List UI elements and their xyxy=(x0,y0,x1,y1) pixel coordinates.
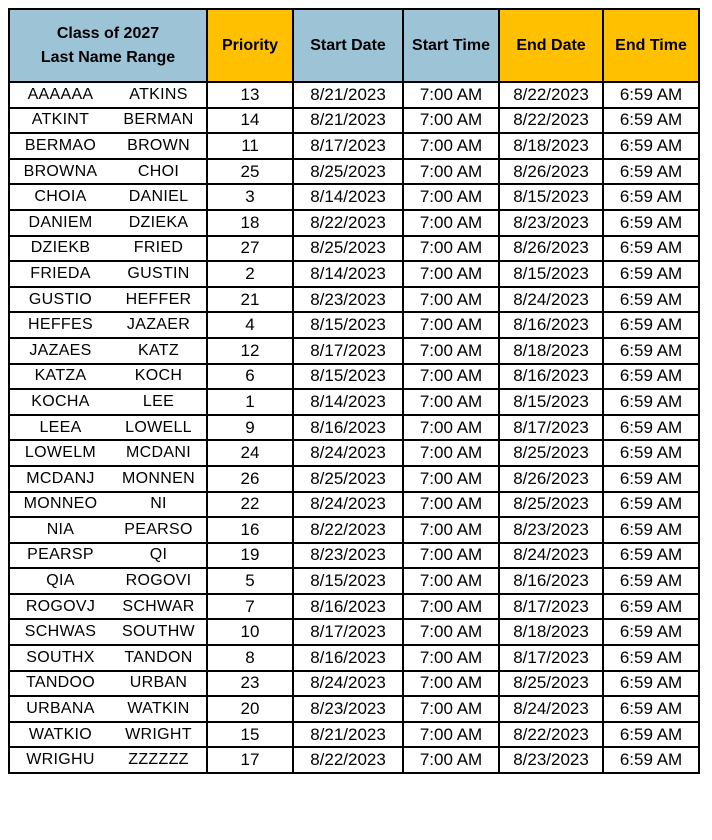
range-start-cell: SOUTHX xyxy=(9,645,111,671)
range-end-cell: BERMAN xyxy=(111,108,207,134)
table-row xyxy=(9,415,699,441)
end-time-cell: 6:59 AM xyxy=(603,568,699,594)
range-end-cell: MCDANI xyxy=(111,440,207,466)
priority-cell: 3 xyxy=(207,184,293,210)
end-time-cell: 6:59 AM xyxy=(603,440,699,466)
start-date-cell: 8/21/2023 xyxy=(293,722,403,748)
table-row xyxy=(9,184,699,210)
table-row xyxy=(9,619,699,645)
last-name-range-header xyxy=(9,9,207,82)
range-start-cell: FRIEDA xyxy=(9,261,111,287)
priority-cell: 16 xyxy=(207,517,293,543)
start-time-cell: 7:00 AM xyxy=(403,312,499,338)
range-end-cell: SOUTHW xyxy=(111,619,207,645)
end-time-cell: 6:59 AM xyxy=(603,619,699,645)
start-date-cell: 8/23/2023 xyxy=(293,287,403,313)
start-date-cell: 8/25/2023 xyxy=(293,159,403,185)
start-date-header: Start Date xyxy=(293,9,403,82)
last-name-range-label: Last Name Range xyxy=(40,48,176,66)
start-time-header: Start Time xyxy=(403,9,499,82)
priority-cell: 17 xyxy=(207,747,293,773)
range-start-cell: ROGOVJ xyxy=(9,594,111,620)
start-date-cell: 8/23/2023 xyxy=(293,543,403,569)
end-date-cell: 8/15/2023 xyxy=(499,389,603,415)
end-time-cell: 6:59 AM xyxy=(603,696,699,722)
range-start-cell: ATKINT xyxy=(9,108,111,134)
start-time-cell: 7:00 AM xyxy=(403,543,499,569)
start-time-cell: 7:00 AM xyxy=(403,440,499,466)
priority-cell: 4 xyxy=(207,312,293,338)
header-row xyxy=(9,9,699,82)
end-time-cell: 6:59 AM xyxy=(603,338,699,364)
range-start-cell: QIA xyxy=(9,568,111,594)
priority-cell: 24 xyxy=(207,440,293,466)
start-date-cell: 8/14/2023 xyxy=(293,389,403,415)
start-date-cell: 8/17/2023 xyxy=(293,338,403,364)
range-end-cell: ZZZZZZ xyxy=(111,747,207,773)
priority-cell: 15 xyxy=(207,722,293,748)
range-end-cell: PEARSO xyxy=(111,517,207,543)
start-date-cell: 8/15/2023 xyxy=(293,364,403,390)
start-time-cell: 7:00 AM xyxy=(403,184,499,210)
start-date-cell: 8/22/2023 xyxy=(293,747,403,773)
start-time-cell: 7:00 AM xyxy=(403,517,499,543)
start-date-cell: 8/16/2023 xyxy=(293,594,403,620)
end-date-cell: 8/16/2023 xyxy=(499,364,603,390)
start-date-cell: 8/16/2023 xyxy=(293,645,403,671)
start-time-cell: 7:00 AM xyxy=(403,645,499,671)
start-time-cell: 7:00 AM xyxy=(403,696,499,722)
table-row xyxy=(9,492,699,518)
start-time-cell: 7:00 AM xyxy=(403,747,499,773)
end-date-cell: 8/26/2023 xyxy=(499,466,603,492)
end-date-cell: 8/25/2023 xyxy=(499,440,603,466)
range-start-cell: CHOIA xyxy=(9,184,111,210)
start-time-cell: 7:00 AM xyxy=(403,338,499,364)
end-time-cell: 6:59 AM xyxy=(603,466,699,492)
end-time-cell: 6:59 AM xyxy=(603,543,699,569)
priority-cell: 26 xyxy=(207,466,293,492)
end-time-cell: 6:59 AM xyxy=(603,210,699,236)
range-start-cell: TANDOO xyxy=(9,671,111,697)
range-end-cell: LEE xyxy=(111,389,207,415)
start-date-cell: 8/25/2023 xyxy=(293,466,403,492)
range-end-cell: KOCH xyxy=(111,364,207,390)
range-end-cell: QI xyxy=(111,543,207,569)
end-date-cell: 8/17/2023 xyxy=(499,415,603,441)
range-end-cell: ATKINS xyxy=(111,82,207,108)
table-row xyxy=(9,312,699,338)
end-date-cell: 8/17/2023 xyxy=(499,594,603,620)
end-time-cell: 6:59 AM xyxy=(603,287,699,313)
start-date-cell: 8/17/2023 xyxy=(293,133,403,159)
start-time-cell: 7:00 AM xyxy=(403,722,499,748)
table-row xyxy=(9,261,699,287)
end-time-cell: 6:59 AM xyxy=(603,364,699,390)
end-time-cell: 6:59 AM xyxy=(603,415,699,441)
range-end-cell: NI xyxy=(111,492,207,518)
range-start-cell: LEEA xyxy=(9,415,111,441)
end-time-cell: 6:59 AM xyxy=(603,159,699,185)
start-date-cell: 8/23/2023 xyxy=(293,696,403,722)
range-start-cell: PEARSP xyxy=(9,543,111,569)
range-end-cell: DANIEL xyxy=(111,184,207,210)
end-date-cell: 8/24/2023 xyxy=(499,696,603,722)
start-time-cell: 7:00 AM xyxy=(403,415,499,441)
range-start-cell: WATKIO xyxy=(9,722,111,748)
start-time-cell: 7:00 AM xyxy=(403,492,499,518)
end-time-cell: 6:59 AM xyxy=(603,722,699,748)
start-time-cell: 7:00 AM xyxy=(403,466,499,492)
end-time-cell: 6:59 AM xyxy=(603,184,699,210)
range-end-cell: KATZ xyxy=(111,338,207,364)
start-time-cell: 7:00 AM xyxy=(403,210,499,236)
start-date-cell: 8/21/2023 xyxy=(293,108,403,134)
end-date-cell: 8/18/2023 xyxy=(499,338,603,364)
table-row xyxy=(9,440,699,466)
range-start-cell: HEFFES xyxy=(9,312,111,338)
range-end-cell: URBAN xyxy=(111,671,207,697)
table-row xyxy=(9,645,699,671)
priority-cell: 2 xyxy=(207,261,293,287)
table-row xyxy=(9,338,699,364)
priority-cell: 19 xyxy=(207,543,293,569)
priority-cell: 22 xyxy=(207,492,293,518)
range-start-cell: GUSTIO xyxy=(9,287,111,313)
range-start-cell: LOWELM xyxy=(9,440,111,466)
range-start-cell: KOCHA xyxy=(9,389,111,415)
range-start-cell: JAZAES xyxy=(9,338,111,364)
priority-cell: 5 xyxy=(207,568,293,594)
end-time-cell: 6:59 AM xyxy=(603,492,699,518)
table-row xyxy=(9,568,699,594)
table-body xyxy=(9,82,699,773)
end-date-cell: 8/26/2023 xyxy=(499,236,603,262)
end-time-cell: 6:59 AM xyxy=(603,108,699,134)
table-row xyxy=(9,594,699,620)
priority-cell: 20 xyxy=(207,696,293,722)
end-date-cell: 8/23/2023 xyxy=(499,747,603,773)
range-start-cell: DZIEKB xyxy=(9,236,111,262)
start-time-cell: 7:00 AM xyxy=(403,133,499,159)
end-time-cell: 6:59 AM xyxy=(603,671,699,697)
table-row xyxy=(9,210,699,236)
end-date-cell: 8/16/2023 xyxy=(499,312,603,338)
range-start-cell: KATZA xyxy=(9,364,111,390)
end-date-cell: 8/22/2023 xyxy=(499,108,603,134)
start-date-cell: 8/17/2023 xyxy=(293,619,403,645)
range-end-cell: WRIGHT xyxy=(111,722,207,748)
end-time-cell: 6:59 AM xyxy=(603,517,699,543)
range-end-cell: TANDON xyxy=(111,645,207,671)
range-end-cell: WATKIN xyxy=(111,696,207,722)
range-start-cell: WRIGHU xyxy=(9,747,111,773)
end-date-cell: 8/18/2023 xyxy=(499,133,603,159)
range-end-cell: JAZAER xyxy=(111,312,207,338)
end-date-cell: 8/26/2023 xyxy=(499,159,603,185)
start-time-cell: 7:00 AM xyxy=(403,236,499,262)
priority-cell: 8 xyxy=(207,645,293,671)
start-date-cell: 8/22/2023 xyxy=(293,210,403,236)
start-time-cell: 7:00 AM xyxy=(403,568,499,594)
table-row xyxy=(9,133,699,159)
range-end-cell: DZIEKA xyxy=(111,210,207,236)
range-end-cell: LOWELL xyxy=(111,415,207,441)
end-time-cell: 6:59 AM xyxy=(603,389,699,415)
end-time-cell: 6:59 AM xyxy=(603,594,699,620)
end-time-cell: 6:59 AM xyxy=(603,261,699,287)
start-time-cell: 7:00 AM xyxy=(403,619,499,645)
range-start-cell: NIA xyxy=(9,517,111,543)
start-time-cell: 7:00 AM xyxy=(403,287,499,313)
priority-cell: 1 xyxy=(207,389,293,415)
table-row xyxy=(9,517,699,543)
start-time-cell: 7:00 AM xyxy=(403,108,499,134)
end-date-cell: 8/24/2023 xyxy=(499,287,603,313)
range-end-cell: SCHWAR xyxy=(111,594,207,620)
start-date-cell: 8/24/2023 xyxy=(293,492,403,518)
end-date-cell: 8/25/2023 xyxy=(499,492,603,518)
range-start-cell: DANIEM xyxy=(9,210,111,236)
priority-cell: 9 xyxy=(207,415,293,441)
start-time-cell: 7:00 AM xyxy=(403,389,499,415)
start-time-cell: 7:00 AM xyxy=(403,364,499,390)
priority-cell: 23 xyxy=(207,671,293,697)
range-start-cell: MCDANJ xyxy=(9,466,111,492)
end-time-header: End Time xyxy=(603,9,699,82)
priority-cell: 21 xyxy=(207,287,293,313)
table-row xyxy=(9,696,699,722)
priority-cell: 13 xyxy=(207,82,293,108)
end-time-cell: 6:59 AM xyxy=(603,82,699,108)
range-end-cell: ROGOVI xyxy=(111,568,207,594)
end-date-cell: 8/22/2023 xyxy=(499,722,603,748)
table-row xyxy=(9,364,699,390)
end-date-cell: 8/15/2023 xyxy=(499,184,603,210)
end-date-cell: 8/15/2023 xyxy=(499,261,603,287)
table-row xyxy=(9,543,699,569)
start-date-cell: 8/22/2023 xyxy=(293,517,403,543)
start-date-cell: 8/24/2023 xyxy=(293,440,403,466)
table-row xyxy=(9,159,699,185)
range-end-cell: CHOI xyxy=(111,159,207,185)
priority-header: Priority xyxy=(207,9,293,82)
table-row xyxy=(9,747,699,773)
range-end-cell: MONNEN xyxy=(111,466,207,492)
table-row xyxy=(9,466,699,492)
table-row xyxy=(9,236,699,262)
range-end-cell: BROWN xyxy=(111,133,207,159)
range-start-cell: BERMAO xyxy=(9,133,111,159)
range-start-cell: MONNEO xyxy=(9,492,111,518)
range-start-cell: SCHWAS xyxy=(9,619,111,645)
end-time-cell: 6:59 AM xyxy=(603,236,699,262)
end-date-cell: 8/25/2023 xyxy=(499,671,603,697)
priority-cell: 14 xyxy=(207,108,293,134)
end-date-cell: 8/16/2023 xyxy=(499,568,603,594)
range-start-cell: AAAAAA xyxy=(9,82,111,108)
priority-cell: 18 xyxy=(207,210,293,236)
class-title: Class of 2027 xyxy=(56,24,160,42)
range-start-cell: URBANA xyxy=(9,696,111,722)
end-time-cell: 6:59 AM xyxy=(603,312,699,338)
table-row xyxy=(9,671,699,697)
end-date-cell: 8/18/2023 xyxy=(499,619,603,645)
start-time-cell: 7:00 AM xyxy=(403,594,499,620)
end-date-cell: 8/24/2023 xyxy=(499,543,603,569)
start-date-cell: 8/21/2023 xyxy=(293,82,403,108)
start-date-cell: 8/25/2023 xyxy=(293,236,403,262)
range-start-cell: BROWNA xyxy=(9,159,111,185)
priority-cell: 12 xyxy=(207,338,293,364)
end-date-cell: 8/22/2023 xyxy=(499,82,603,108)
start-time-cell: 7:00 AM xyxy=(403,671,499,697)
end-time-cell: 6:59 AM xyxy=(603,645,699,671)
end-date-cell: 8/23/2023 xyxy=(499,517,603,543)
range-end-cell: FRIED xyxy=(111,236,207,262)
priority-cell: 6 xyxy=(207,364,293,390)
priority-cell: 11 xyxy=(207,133,293,159)
end-date-cell: 8/23/2023 xyxy=(499,210,603,236)
end-time-cell: 6:59 AM xyxy=(603,747,699,773)
priority-cell: 10 xyxy=(207,619,293,645)
start-time-cell: 7:00 AM xyxy=(403,159,499,185)
start-date-cell: 8/14/2023 xyxy=(293,184,403,210)
table-row xyxy=(9,722,699,748)
end-time-cell: 6:59 AM xyxy=(603,133,699,159)
table-row xyxy=(9,108,699,134)
end-date-cell: 8/17/2023 xyxy=(499,645,603,671)
range-end-cell: GUSTIN xyxy=(111,261,207,287)
start-time-cell: 7:00 AM xyxy=(403,261,499,287)
range-end-cell: HEFFER xyxy=(111,287,207,313)
priority-cell: 25 xyxy=(207,159,293,185)
start-date-cell: 8/14/2023 xyxy=(293,261,403,287)
start-date-cell: 8/15/2023 xyxy=(293,568,403,594)
start-date-cell: 8/16/2023 xyxy=(293,415,403,441)
start-date-cell: 8/15/2023 xyxy=(293,312,403,338)
table-row xyxy=(9,287,699,313)
priority-cell: 7 xyxy=(207,594,293,620)
priority-cell: 27 xyxy=(207,236,293,262)
start-time-cell: 7:00 AM xyxy=(403,82,499,108)
table-row xyxy=(9,389,699,415)
registration-schedule-table xyxy=(8,8,700,774)
start-date-cell: 8/24/2023 xyxy=(293,671,403,697)
table-row xyxy=(9,82,699,108)
end-date-header: End Date xyxy=(499,9,603,82)
